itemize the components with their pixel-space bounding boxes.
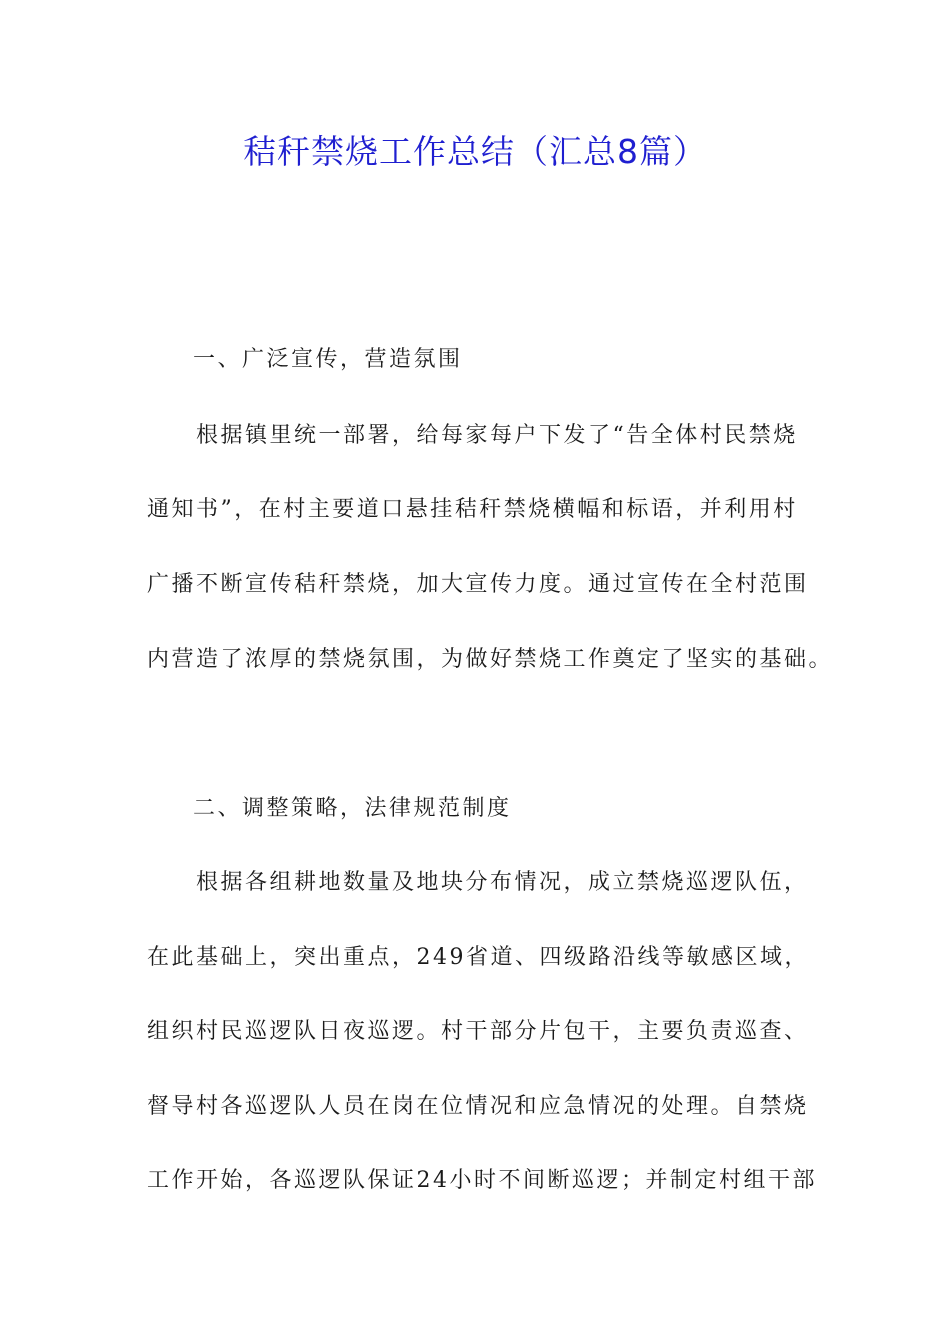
section-2-heading: 二、调整策略，法律规范制度 [193,796,512,821]
section-1-line-2: 通知书”，在村主要道口悬挂秸秆禁烧横幅和标语，并利用村 [147,497,798,522]
section-1-line-4: 内营造了浓厚的禁烧氛围，为做好禁烧工作奠定了坚实的基础。 [147,647,834,672]
section-2-line-1: 根据各组耕地数量及地块分布情况，成立禁烧巡逻队伍， [196,870,809,895]
section-2-line-2: 在此基础上，突出重点，249省道、四级路沿线等敏感区域， [147,945,809,970]
section-2-line-5: 工作开始，各巡逻队保证24小时不间断巡逻；并制定村组干部 [147,1168,817,1193]
section-1-heading: 一、广泛宣传，营造氛围 [193,347,463,372]
document-title: 秸秆禁烧工作总结（汇总8篇） [243,132,707,171]
section-2-line-3: 组织村民巡逻队日夜巡逻。村干部分片包干，主要负责巡查、 [147,1019,809,1044]
section-1-line-1: 根据镇里统一部署，给每家每户下发了“告全体村民禁烧 [196,423,798,448]
section-1-line-3: 广播不断宣传秸秆禁烧，加大宣传力度。通过宣传在全村范围 [147,572,809,597]
section-2-line-4: 督导村各巡逻队人员在岗在位情况和应急情况的处理。自禁烧 [147,1094,809,1119]
